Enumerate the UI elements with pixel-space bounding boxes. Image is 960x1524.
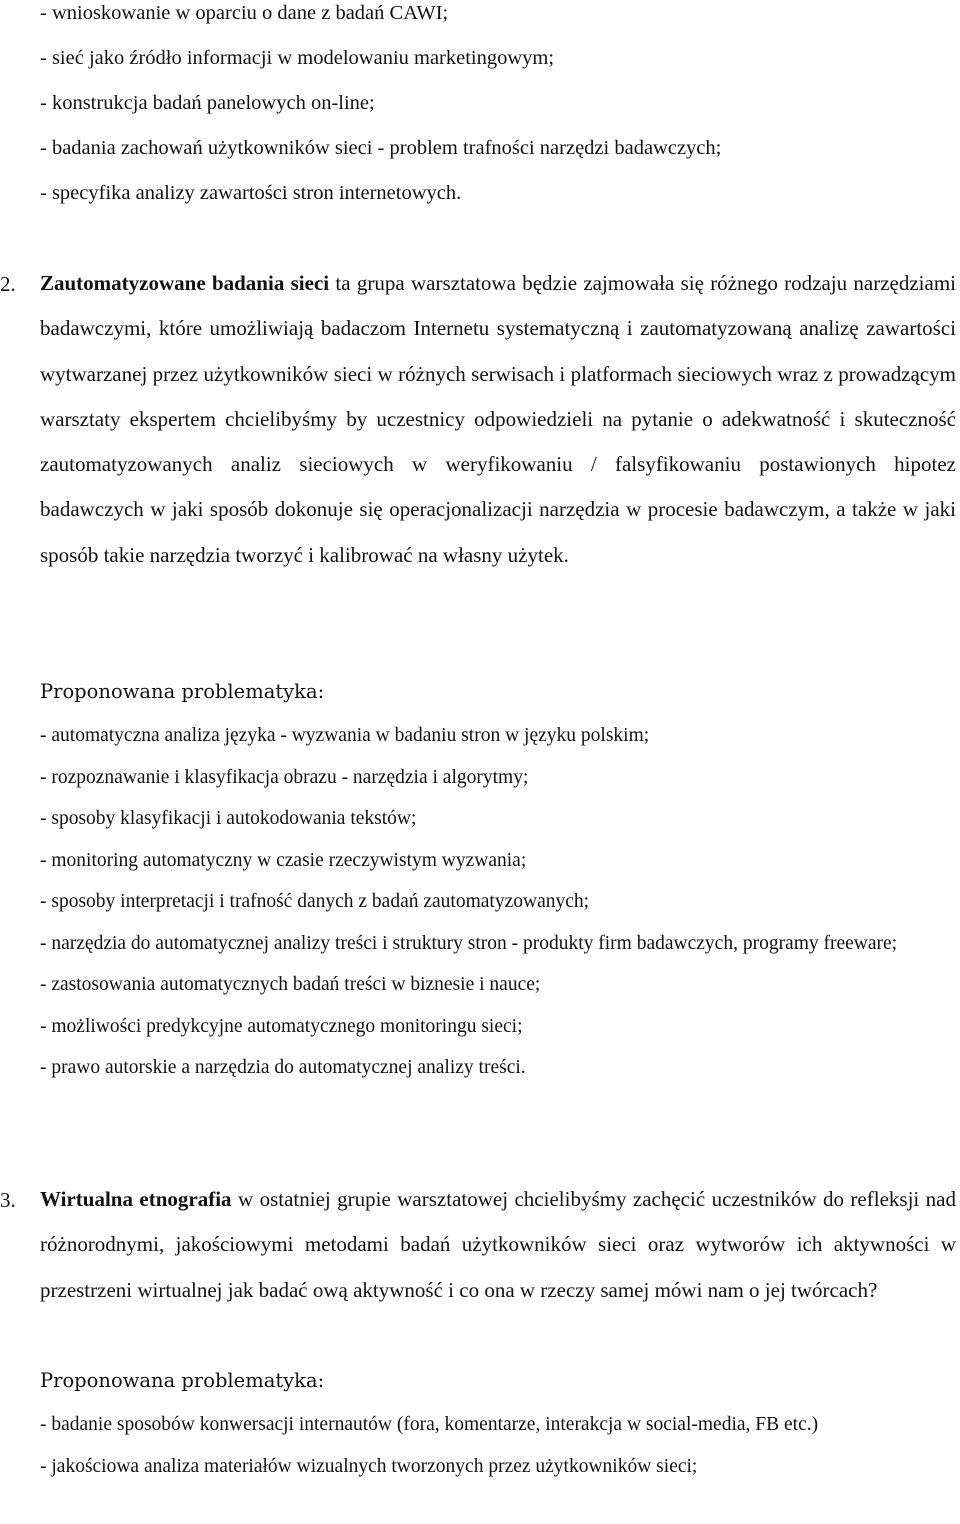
section-body-text: w ostatniej grupie warsztatowej chcielibyśmy zachęcić uczestników do refleksji nad różnorodnymi, jakościowymi metodami badań użytkowników sieci oraz wytworów ich aktywności w przestrzeni wirtualnej jak badać ową aktywność i co ona w rzeczy samej mówi nam o jej twórcach?	[40, 1187, 956, 1302]
list-item: - zastosowania automatycznych badań treści w biznesie i nauce;	[40, 974, 541, 995]
subheading-proposed-topics: Proponowana problematyka:	[40, 1369, 325, 1392]
section-2	[0, 261, 956, 578]
list-item: - badanie sposobów konwersacji internautów (fora, komentarze, interakcja w social-media, FB etc.)	[40, 1414, 819, 1435]
list-item: - jakościowa analiza materiałów wizualnych tworzonych przez użytkowników sieci;	[40, 1455, 698, 1477]
list-item: - konstrukcja badań panelowych on-line;	[40, 92, 375, 114]
section-2-topic-list	[40, 715, 956, 1089]
list-item: - badania zachowań użytkowników sieci - problem trafności narzędzi badawczych;	[40, 137, 722, 159]
list-item: - rozpoznawanie i klasyfikacja obrazu - narzędzia i algorytmy;	[40, 766, 529, 788]
section-title: Zautomatyzowane badania sieci	[40, 271, 330, 295]
list-item: - sieć jako źródło informacji w modelowaniu marketingowym;	[40, 47, 555, 69]
section-3	[0, 1177, 956, 1313]
section-body-text: ta grupa warsztatowa będzie zajmowała się różnego rodzaju narzędziami badawczymi, które umożliwiają badaczom Internetu systematyczną i zautomatyzowaną analizę zawartości wytwarzanej przez użytkowników sieci w różnych serwisach i platformach sieciowych wraz z prowadzącym warsztaty ekspertem chcielibyśmy by uczestnicy odpowiedzieli na pytanie o adekwatność i skuteczność zautomatyzowanych analiz sieciowych w weryfikowaniu / falsyfikowaniu postawionych hipotez badawczych w jaki sposób dokonuje się operacjonalizacji narzędzia w procesie badawczym, a także w jaki sposób takie narzędzia tworzyć i kalibrować na własny użytek.	[40, 271, 956, 567]
section-title: Wirtualna etnografia	[40, 1187, 232, 1211]
list-item: - prawo autorskie a narzędzia do automatycznej analizy treści.	[40, 1057, 526, 1078]
list-item: - narzędzia do automatycznej analizy treści i struktury stron - produkty firm badawczych, programy freeware;	[40, 932, 898, 954]
list-item: - możliwości predykcyjne automatycznego monitoringu sieci;	[40, 1015, 523, 1037]
list-item: - sposoby interpretacji i trafność danych z badań zautomatyzowanych;	[40, 891, 590, 912]
list-item: - automatyczna analiza języka - wyzwania w badaniu stron w języku polskim;	[40, 725, 650, 746]
list-item: - specyfika analizy zawartości stron internetowych.	[40, 182, 462, 204]
subheading-proposed-topics: Proponowana problematyka:	[40, 680, 325, 703]
section-3-topic-list	[40, 1404, 956, 1487]
list-item: - monitoring automatyczny w czasie rzeczywistym wyzwania;	[40, 849, 527, 871]
section-number: 2.	[0, 272, 16, 296]
section-3-paragraph	[40, 1177, 956, 1313]
section-2-paragraph	[40, 261, 956, 578]
section-number: 3.	[0, 1188, 16, 1212]
list-item: - sposoby klasyfikacji i autokodowania tekstów;	[40, 808, 417, 829]
list-item: - wnioskowanie w oparciu o dane z badań CAWI;	[40, 2, 449, 24]
